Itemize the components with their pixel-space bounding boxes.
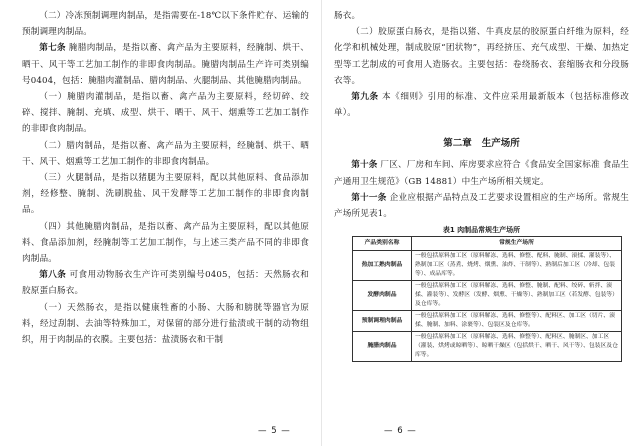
paragraph-text: 可食用动物肠衣生产许可类别编号0405，包括：天然肠衣和胶原蛋白肠衣。 xyxy=(22,270,310,297)
table-cell-category: 预制调理肉制品 xyxy=(353,311,412,332)
table-cell-places: 一般包括原料加工区（原料解冻、选料、修整等）、配料区、腌制区、加工区（灌装、烘烤或晾晒等）、晾晒干燥区（包括烘干、晒干、风干等）、包装区及仓库等。 xyxy=(412,332,622,362)
paragraph xyxy=(334,89,629,121)
table-cell-places: 一般包括原料加工区（原料解冻、选料、修整、腌制、配料、绞碎、斩拌、滚揉、灌装等）、发酵区（发酵、烟熏、干燥等）、熟制加工区（若发酵、包装等）及仓库等。 xyxy=(412,281,622,311)
paragraph-text: 本《细则》引用的标准、文件应采用最新版本（包括标准修改单）。 xyxy=(334,92,629,119)
chapter-title: 生产场所 xyxy=(481,138,520,150)
article-number: 第九条 xyxy=(351,92,379,103)
table-caption: 表1 肉制品常规生产场所 xyxy=(442,226,521,235)
paragraph xyxy=(22,8,309,40)
paragraph xyxy=(334,190,629,222)
table-body xyxy=(353,251,622,362)
paragraph-text: 肠衣。 xyxy=(334,11,361,21)
paragraph-text: （一）天然肠衣，是指以健康牲畜的小肠、大肠和膀胱等器官为原料，经过刮制、去油等特殊加工，对保留的部分进行盐渍或干制的动物组织，用于肉制品的衣膜。主要包括：盐渍肠衣和干制 xyxy=(22,302,309,346)
paragraph-text: （二）胶原蛋白肠衣，是指以猪、牛真皮层的胶原蛋白纤维为原料，经化学和机械处理，制成胶原“团状物”，再经挤压、充气成型、干燥、加热定型等工艺制成的可食用人造肠衣。主要包括：卷绕肠衣、套缩肠衣和分段肠衣等。 xyxy=(334,27,629,86)
article-number: 第七条 xyxy=(39,43,66,54)
article-number: 第十条 xyxy=(351,160,378,171)
table-row xyxy=(353,281,622,311)
paragraph xyxy=(22,267,309,299)
table-cell-category: 腌腊肉制品 xyxy=(353,332,412,362)
paragraph-text: 厂区、厂房和车间、库房要求应符合《食品安全国家标准 食品生产通用卫生规范》（GB 14881）中生产场所相关规定。 xyxy=(334,160,629,187)
paragraph-text: （二）冷冻预制调理肉制品，是指需要在-18℃以下条件贮存、运输的预制调理肉制品。 xyxy=(22,11,309,38)
table-header-places: 常规生产场所 xyxy=(412,237,622,251)
table-cell-places: 一般包括原料加工区（原料解冻、选料、修整等）、配料区、加工区（切片、滚揉、腌制、加料、涂裹等）、包装区及仓库等。 xyxy=(412,311,622,332)
right-page-body-bottom xyxy=(334,157,629,222)
production-places-table xyxy=(352,236,622,362)
paragraph-text: （一）腌腊肉灌制品，是指以畜、禽产品为主要原料，经切碎、绞碎、搅拌、腌制、充填、成型、烘干、晒干、风干、烟熏等工艺加工制作的非即食肉制品。 xyxy=(22,92,309,135)
paragraph-text: （四）其他腌腊肉制品，是指以畜、禽产品为主要原料，配以其他原料、食品添加剂，经腌制等工艺加工制作，与上述三类产品不同的非即食肉制品。 xyxy=(22,221,309,265)
table-row xyxy=(353,251,622,281)
table-header-row xyxy=(353,237,622,251)
paragraph xyxy=(22,89,309,138)
page-number-left: — 5 — xyxy=(258,426,291,436)
paragraph xyxy=(22,170,309,219)
article-number: 第八条 xyxy=(39,270,67,281)
table-header-category: 产品类别名称 xyxy=(353,237,412,251)
table-row xyxy=(353,311,622,332)
paragraph-text: （二）腊肉制品，是指以畜、禽产品为主要原料，经腌制、烘干、晒干、风干、烟熏等工艺加工制作的非即食肉制品。 xyxy=(22,140,309,167)
paragraph xyxy=(22,300,309,349)
paragraph-text: （三）火腿制品，是指以猪腿为主要原料，配以其他原料、食品添加剂，经修整、腌制、洗刷脱盐、风干发酵等工艺加工制作的非即食肉制品。 xyxy=(22,173,309,216)
paragraph xyxy=(22,138,309,170)
paragraph xyxy=(334,157,629,189)
paragraph xyxy=(22,40,309,89)
page-right xyxy=(322,0,643,446)
paragraph-text: 腌腊肉制品，是指以畜、禽产品为主要原料，经腌制、烘干、晒干、风干等工艺加工制作的非即食肉制品。腌腊肉制品生产许可类别编号0404，包括：腌腊肉灌制品、腊肉制品、火腿制品、其他腌腊肉制品。 xyxy=(22,43,310,86)
table-cell-category: 热加工熟肉制品 xyxy=(353,251,412,281)
page-number-right: — 6 — xyxy=(384,426,417,436)
paragraph xyxy=(334,24,629,89)
right-page-body-top xyxy=(334,8,629,121)
left-page-body xyxy=(22,8,309,348)
paragraph xyxy=(334,8,629,24)
chapter-heading xyxy=(334,135,629,153)
page-left xyxy=(0,0,321,446)
table-cell-places: 一般包括原料加工区（原料解冻、选料、修整、配料、腌制、滚揉、灌装等）、熟制加工区（蒸煮、烧烤、烟熏、油炸、干制等）、熟制后加工区（冷却、包装等）、成品库等。 xyxy=(412,251,622,281)
paragraph-text: 企业应根据产品特点及工艺要求设置相应的生产场所。常规生产场所见表1。 xyxy=(334,192,629,220)
table-row xyxy=(353,332,622,362)
chapter-number: 第二章 xyxy=(443,138,472,150)
table-cell-category: 发酵肉制品 xyxy=(353,281,412,311)
article-number: 第十一条 xyxy=(351,192,387,203)
paragraph xyxy=(22,219,309,268)
